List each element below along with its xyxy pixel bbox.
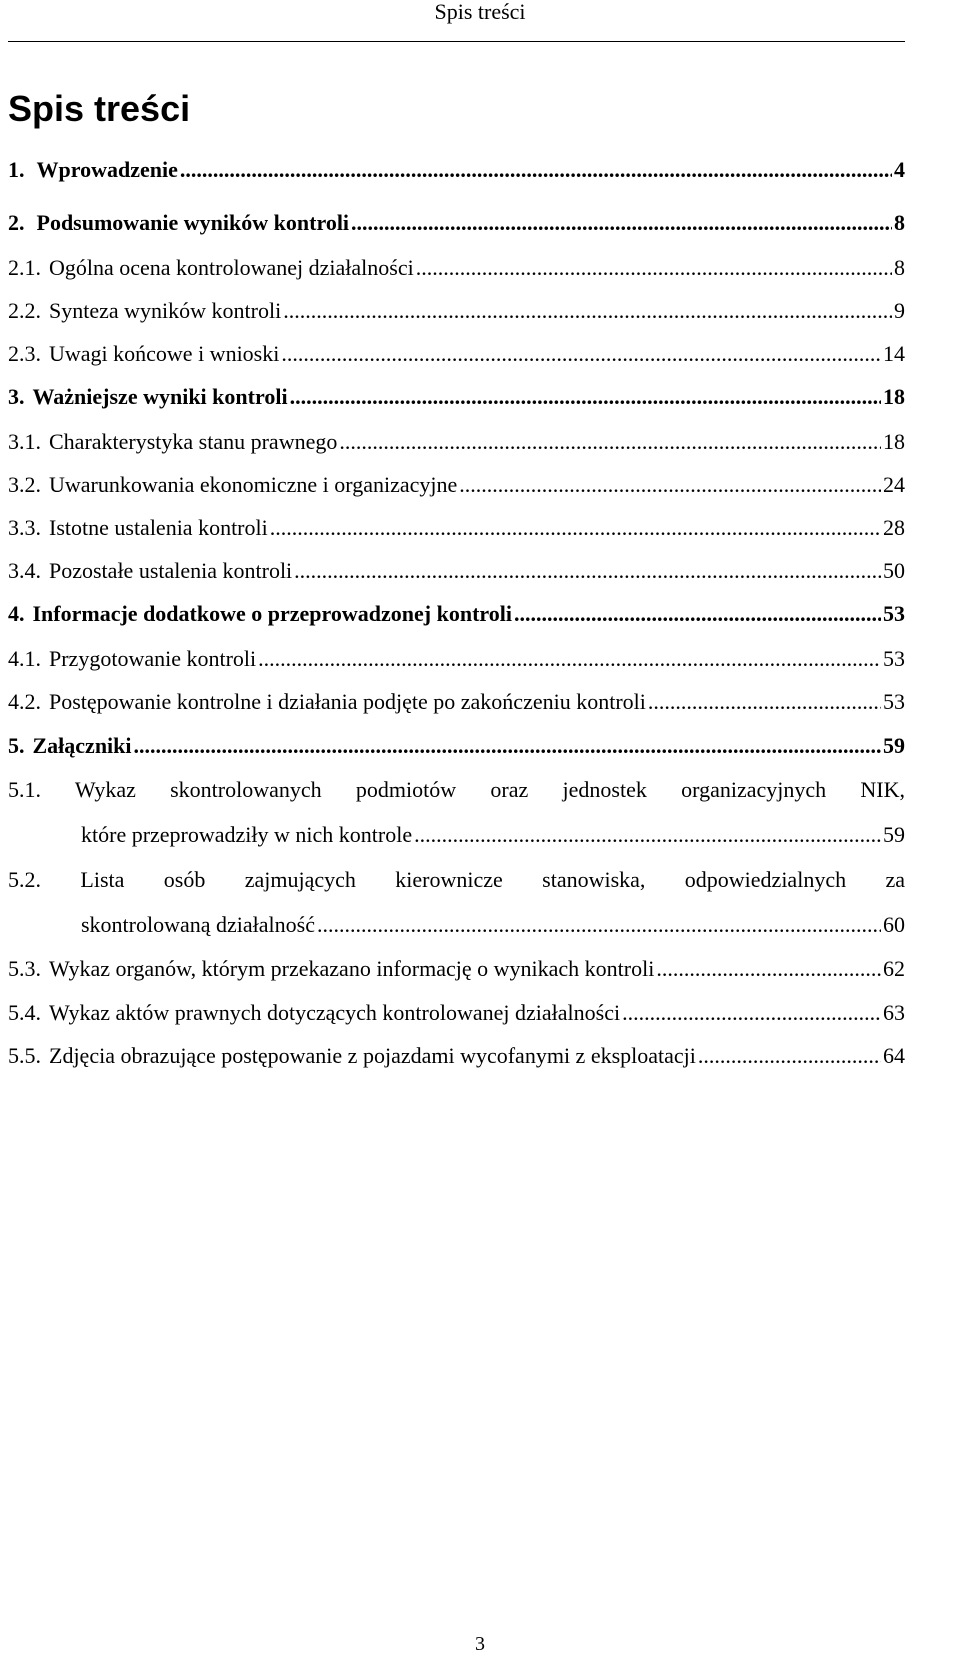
toc-entry-number: 2.: [8, 210, 25, 235]
toc-entry-title: Informacje dodatkowe o przeprowadzonej kontroli: [32, 601, 512, 626]
toc-entry-number: 1.: [8, 157, 25, 182]
toc-entry-4[interactable]: [8, 601, 905, 627]
toc-entry-title: Synteza wyników kontroli: [49, 298, 282, 323]
toc-entry-2-1[interactable]: [8, 255, 905, 281]
toc-leader-dots: [290, 384, 881, 410]
toc-entry-page: 18: [883, 384, 905, 409]
toc-entry-page: 8: [894, 210, 905, 235]
toc-entry-3-1[interactable]: [8, 429, 905, 455]
toc-entry-page: 28: [883, 515, 905, 540]
toc-entry-number: 5.3.: [8, 956, 41, 981]
toc-entry-number: 2.2.: [8, 298, 41, 323]
toc-entry-page: 18: [883, 429, 905, 454]
toc-entry-number: 4.2.: [8, 689, 41, 714]
toc-entry-number: 5.1.: [8, 777, 41, 802]
toc-entry-4-1[interactable]: [8, 646, 905, 672]
toc-entry-number: 3.: [8, 384, 25, 409]
toc-entry-number: 5.5.: [8, 1043, 41, 1068]
running-header: Spis treści: [434, 0, 526, 24]
toc-entry-page: 9: [894, 298, 905, 323]
toc-entry-page: 63: [883, 1000, 905, 1025]
toc-entry-2-2[interactable]: [8, 298, 905, 324]
toc-entry-page: 4: [894, 157, 905, 182]
toc-leader-dots: [351, 210, 892, 236]
toc-leader-dots: [648, 689, 881, 715]
toc-entry-5-4[interactable]: [8, 1000, 905, 1026]
toc-entry-page: 14: [883, 341, 905, 366]
toc-entry-title: Ogólna ocena kontrolowanej działalności: [49, 255, 414, 280]
toc-entry-page: 50: [883, 558, 905, 583]
toc-entry-title-line1: Lista osób zajmujących kierownicze stanowiska, odpowiedzialnych za: [80, 867, 905, 892]
toc-leader-dots: [339, 429, 881, 455]
header-rule: [8, 41, 905, 42]
toc-entry-5-1-line2[interactable]: [81, 822, 905, 848]
toc-entry-page: 59: [883, 822, 905, 847]
toc-entry-5-2-line1[interactable]: [8, 867, 905, 893]
toc-leader-dots: [416, 255, 892, 281]
toc-leader-dots: [514, 601, 881, 627]
toc-entry-number: 5.: [8, 733, 25, 758]
toc-leader-dots: [180, 157, 892, 183]
toc-entry-title: skontrolowaną działalność: [81, 912, 315, 937]
toc-entry-5-5[interactable]: [8, 1043, 905, 1069]
toc-entry-number: 2.3.: [8, 341, 41, 366]
toc-entry-3-4[interactable]: [8, 558, 905, 584]
toc-entry-title: Istotne ustalenia kontroli: [49, 515, 268, 540]
toc-entry-page: 53: [883, 646, 905, 671]
toc-entry-title: Przygotowanie kontroli: [49, 646, 257, 671]
toc-entry-3[interactable]: [8, 384, 905, 410]
toc-leader-dots: [134, 733, 881, 759]
toc-entry-title: Wykaz organów, którym przekazano informację o wynikach kontroli: [49, 956, 655, 981]
toc-leader-dots: [317, 912, 881, 938]
toc-leader-dots: [294, 558, 881, 584]
toc-entry-title: Załączniki: [32, 733, 132, 758]
toc-leader-dots: [258, 646, 881, 672]
toc-entry-page: 62: [883, 956, 905, 981]
toc-entry-title: Podsumowanie wyników kontroli: [36, 210, 350, 235]
toc-entry-page: 60: [883, 912, 905, 937]
toc-entry-title: Wprowadzenie: [36, 157, 178, 182]
toc-entry-1[interactable]: [8, 157, 905, 183]
toc-leader-dots: [698, 1043, 881, 1069]
toc-entry-5[interactable]: [8, 733, 905, 759]
toc-entry-number: 4.1.: [8, 646, 41, 671]
toc-leader-dots: [622, 1000, 881, 1026]
toc-entry-5-3[interactable]: [8, 956, 905, 982]
toc-entry-page: 53: [883, 601, 905, 626]
toc-entry-number: 5.4.: [8, 1000, 41, 1025]
toc-entry-title: Zdjęcia obrazujące postępowanie z pojazdami wycofanymi z eksploatacji: [49, 1043, 696, 1068]
toc-entry-page: 24: [883, 472, 905, 497]
toc-entry-page: 64: [883, 1043, 905, 1068]
toc-entry-5-2-line2[interactable]: [81, 912, 905, 938]
toc-entry-number: 3.1.: [8, 429, 41, 454]
toc-entry-3-2[interactable]: [8, 472, 905, 498]
toc-entry-number: 3.2.: [8, 472, 41, 497]
toc-entry-number: 4.: [8, 601, 25, 626]
toc-entry-page: 59: [883, 733, 905, 758]
toc-entry-title: Uwarunkowania ekonomiczne i organizacyjne: [49, 472, 458, 497]
toc-entry-number: 3.4.: [8, 558, 41, 583]
toc-entry-title: Uwagi końcowe i wnioski: [49, 341, 280, 366]
toc-entry-page: 53: [883, 689, 905, 714]
toc-leader-dots: [283, 298, 892, 324]
toc-entry-number: 5.2.: [8, 867, 41, 892]
toc-entry-title: Wykaz aktów prawnych dotyczących kontrolowanej działalności: [49, 1000, 621, 1025]
page-number: 3: [475, 1633, 485, 1655]
toc-leader-dots: [414, 822, 881, 848]
toc-entry-2-3[interactable]: [8, 341, 905, 367]
toc-entry-5-1-line1[interactable]: [8, 777, 905, 803]
toc-entry-number: 3.3.: [8, 515, 41, 540]
toc-entry-2[interactable]: [8, 210, 905, 236]
toc-entry-title: Charakterystyka stanu prawnego: [49, 429, 338, 454]
toc-entry-title: które przeprowadziły w nich kontrole: [81, 822, 413, 847]
toc-entry-title-line1: Wykaz skontrolowanych podmiotów oraz jednostek organizacyjnych NIK,: [74, 777, 905, 802]
toc-entry-4-2[interactable]: [8, 689, 905, 715]
toc-entry-title: Ważniejsze wyniki kontroli: [32, 384, 288, 409]
toc-entry-page: 8: [894, 255, 905, 280]
toc-entry-3-3[interactable]: [8, 515, 905, 541]
toc-leader-dots: [656, 956, 881, 982]
toc-entry-title: Postępowanie kontrolne i działania podjęte po zakończeniu kontroli: [49, 689, 646, 714]
toc-entry-title: Pozostałe ustalenia kontroli: [49, 558, 293, 583]
toc-leader-dots: [459, 472, 881, 498]
toc-entry-number: 2.1.: [8, 255, 41, 280]
toc-leader-dots: [270, 515, 881, 541]
page-title: Spis treści: [8, 88, 191, 129]
toc-leader-dots: [281, 341, 881, 367]
